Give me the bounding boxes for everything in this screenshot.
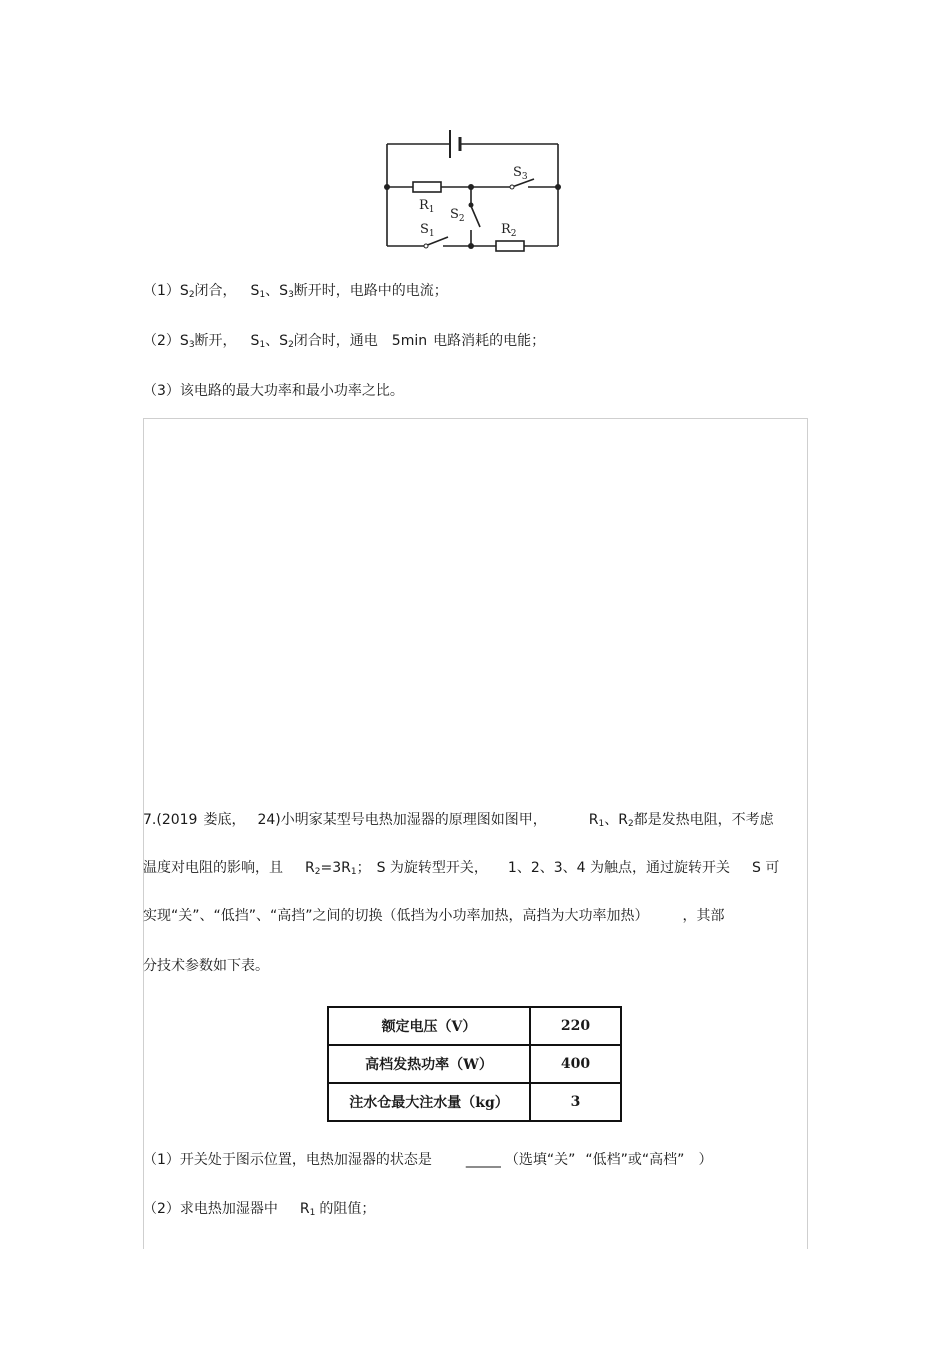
q7-item-1: （1）开关处于图示位置，电热加湿器的状态是 _____ （选填“关” “低档”或“高档” ） (143, 1152, 713, 1168)
q6-item-1: $(1)S_2$闭合， $S_1$、$S_3$断开时，电路中的电流； (143, 283, 448, 300)
q7-item-2: （2）求电热加湿器中 $R_1$ 的阻值； (143, 1201, 376, 1218)
spec-value: 3 (530, 1083, 621, 1121)
table-row (328, 1083, 621, 1121)
q6-item-3: （3）该电路的最大功率和最小功率之比。 (143, 383, 404, 399)
label-r2: $R_2$ (501, 222, 517, 239)
q7-line-4: 分技术参数如下表。 (143, 958, 269, 974)
q7-line-3: 实现“关”、“低挡”、“高挡”之间的切换（低挡为小功率加热，高挡为大功率加热） ，其部 (143, 908, 725, 924)
spec-label: 额定电压（V） (328, 1007, 530, 1045)
table-row (328, 1045, 621, 1083)
q7-line-1: 7.(2019 娄底， 24)小明家某型号电热加湿器的原理图如图甲， $R_1$、$R_2$都是发热电阻，不考虑 (143, 812, 774, 829)
label-r1: $R_1$ (419, 198, 435, 215)
label-s3: $S_3$ (513, 165, 528, 182)
spec-label: 高档发热功率（W） (328, 1045, 530, 1083)
spec-label: 注水仓最大注水量（kg） (328, 1083, 530, 1121)
label-s1: $S_1$ (420, 222, 435, 239)
circuit-diagram (370, 120, 575, 260)
spec-value: 220 (530, 1007, 621, 1045)
table-row (328, 1007, 621, 1045)
spec-value: 400 (530, 1045, 621, 1083)
spec-table (325, 1000, 625, 1124)
q7-line-2: 温度对电阻的影响，且 $R_2=3R_1$； S 为旋转型开关， 1、2、3、4 为触点，通过旋转开关 S 可 (143, 860, 780, 877)
label-s2: $S_2$ (450, 207, 465, 224)
q6-item-2: $(2)S_3$断开， $S_1$、$S_2$闭合时，通电 5min 电路消耗的电能； (143, 333, 546, 350)
